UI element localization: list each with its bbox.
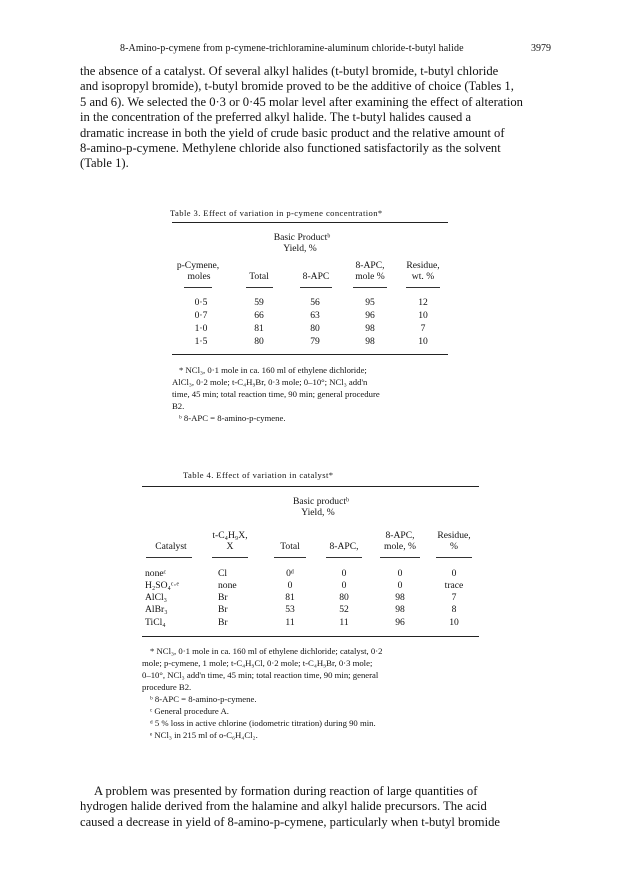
footnote: ᵉ NCl₃ in 215 ml of o-C₆H₄Cl₂.: [150, 730, 258, 740]
table-cell: 11: [285, 617, 295, 628]
text-line: in the concentration of the preferred alkyl halide. The t-butyl halides caused a: [80, 110, 472, 125]
header-underline: [212, 557, 248, 558]
table-cell: 0: [397, 580, 403, 591]
table-cell: 7: [451, 592, 457, 603]
header-underline: [246, 287, 273, 288]
group-header: Basic productᵇ: [293, 496, 349, 507]
table-cell: 96: [365, 310, 375, 321]
table-cell: Cl: [218, 568, 228, 579]
table-cell: AlBr₃: [145, 604, 168, 615]
table-cell: 80: [310, 323, 320, 334]
header-underline: [184, 287, 212, 288]
column-header: Residue,: [437, 530, 471, 541]
column-header: Total: [249, 271, 269, 282]
header-underline: [326, 557, 362, 558]
table-bottom-rule: [172, 354, 448, 355]
column-header: %: [450, 541, 458, 552]
column-header: X: [226, 541, 234, 552]
page-number: 3979: [531, 43, 551, 54]
column-header: 8-APC,: [385, 530, 415, 541]
table-cell: 96: [395, 617, 405, 628]
footnote: * NCl₃, 0·1 mole in ca. 160 ml of ethylene dichloride; catalyst, 0·2: [150, 646, 383, 656]
table-cell: 0: [341, 580, 347, 591]
table-cell: 0: [397, 568, 403, 579]
table-cell: 95: [365, 297, 375, 308]
table-cell: 11: [339, 617, 349, 628]
column-header: Residue,: [406, 260, 440, 271]
running-title: 8-Amino-p-cymene from p-cymene-trichloramine-aluminum chloride-t-butyl halide: [120, 43, 464, 54]
table-cell: 10: [418, 310, 428, 321]
column-header: t-C₄H₉X,: [212, 530, 248, 541]
text-line: 8-amino-p-cymene. Methylene chloride also functioned satisfactorily as the solvent: [80, 141, 501, 156]
footnote: mole; p-cymene, 1 mole; t-C₄H₉Cl, 0·2 mole; t-C₄H₉Br, 0·3 mole;: [142, 658, 373, 668]
column-header: p-Cymene,: [176, 260, 220, 271]
table-cell: 0: [451, 568, 457, 579]
table-cell: 12: [418, 297, 428, 308]
footnote: procedure B2.: [142, 682, 192, 692]
table-cell: 98: [365, 323, 375, 334]
text-line: caused a decrease in yield of 8-amino-p-cymene, particularly when t-butyl bromide: [80, 814, 500, 829]
text-line: dramatic increase in both the yield of crude basic product and the relative amount of: [80, 125, 505, 140]
table-cell: 56: [310, 297, 320, 308]
table-cell: 1·5: [194, 336, 208, 347]
table-cell: 7: [420, 323, 426, 334]
table-cell: AlCl₃: [145, 592, 168, 603]
table-cell: 1·0: [194, 323, 208, 334]
group-header-sub: Yield, %: [283, 243, 317, 254]
table-3-title: Table 3. Effect of variation in p-cymene concentration*: [170, 208, 383, 218]
column-header: 8-APC,: [355, 260, 385, 271]
column-header: Total: [280, 541, 300, 552]
table-cell: TiCl₄: [145, 617, 166, 628]
column-header: 8-APC: [302, 271, 330, 282]
table-cell: 0·7: [194, 310, 208, 321]
table-cell: 81: [254, 323, 264, 334]
table-cell: Br: [218, 617, 228, 628]
table-cell: H₂SO₄ᶜ·ᵉ: [145, 580, 179, 591]
table-cell: 8: [451, 604, 457, 615]
table-cell: 0ᵈ: [286, 568, 294, 579]
table-cell: 10: [449, 617, 459, 628]
table-cell: 0: [341, 568, 347, 579]
column-header: wt. %: [411, 271, 435, 282]
footnote: * NCl₃, 0·1 mole in ca. 160 ml of ethylene dichloride;: [179, 365, 367, 375]
column-header: Catalyst: [155, 541, 187, 552]
table-cell: 59: [254, 297, 264, 308]
text-line: (Table 1).: [80, 156, 129, 171]
header-underline: [406, 287, 440, 288]
text-line: A problem was presented by formation during reaction of large quantities of: [94, 784, 478, 798]
table-cell: 80: [339, 592, 349, 603]
header-underline: [146, 557, 192, 558]
closing-paragraph: [80, 784, 540, 830]
column-header: 8-APC,: [329, 541, 359, 552]
footnote: ᵇ 8-APC = 8-amino-p-cymene.: [150, 694, 257, 704]
table-cell: trace: [444, 580, 464, 591]
text-line: the absence of a catalyst. Of several alkyl halides (t-butyl bromide, t-butyl chloride: [80, 64, 499, 78]
table-cell: 79: [310, 336, 320, 347]
table-cell: 10: [418, 336, 428, 347]
table-top-rule: [172, 222, 448, 223]
group-header: Basic Productᵇ: [273, 232, 331, 243]
table-cell: 80: [254, 336, 264, 347]
table-cell: 81: [285, 592, 295, 603]
footnote: ᶜ General procedure A.: [150, 706, 229, 716]
table-cell: 63: [310, 310, 320, 321]
table-cell: none: [218, 580, 237, 591]
header-underline: [300, 287, 332, 288]
table-cell: 98: [395, 604, 405, 615]
table-cell: 0: [287, 580, 293, 591]
column-header: moles: [187, 271, 211, 282]
footnote: 0–10°, NCl₃ add'n time, 45 min; total reaction time, 90 min; general: [142, 670, 379, 680]
intro-paragraph: [80, 64, 540, 172]
table-cell: Br: [218, 592, 228, 603]
table-cell: 52: [339, 604, 349, 615]
footnote: ᵇ 8-APC = 8-amino-p-cymene.: [179, 413, 286, 423]
table-top-rule: [142, 486, 479, 487]
table-cell: 98: [365, 336, 375, 347]
header-underline: [436, 557, 472, 558]
header-underline: [274, 557, 306, 558]
text-line: hydrogen halide derived from the halamine and alkyl halide precursors. The acid: [80, 799, 487, 814]
table-cell: 53: [285, 604, 295, 615]
footnote: B2.: [172, 401, 185, 411]
footnote: ᵈ 5 % loss in active chlorine (iodometric titration) during 90 min.: [150, 718, 376, 728]
table-cell: Br: [218, 604, 228, 615]
table-4-title: Table 4. Effect of variation in catalyst*: [183, 470, 334, 480]
table-cell: 98: [395, 592, 405, 603]
table-cell: noneᶜ: [145, 568, 167, 579]
text-line: and isopropyl bromide), t-butyl bromide proved to be the additive of choice (Tables 1,: [80, 79, 514, 94]
column-header: mole %: [355, 271, 385, 282]
text-line: 5 and 6). We selected the 0·3 or 0·45 molar level after examining the effect of alteration: [80, 94, 523, 109]
footnote: AlCl₃, 0·2 mole; t-C₄H₉Br, 0·3 mole; 0–10°; NCl₃ add'n: [172, 377, 368, 387]
group-header-sub: Yield, %: [301, 507, 335, 518]
table-cell: 66: [254, 310, 264, 321]
footnote: time, 45 min; total reaction time, 90 min; general procedure: [172, 389, 380, 399]
header-underline: [353, 287, 387, 288]
table-cell: 0·5: [194, 297, 208, 308]
header-underline: [380, 557, 420, 558]
table-bottom-rule: [142, 636, 479, 637]
column-header: mole, %: [384, 541, 416, 552]
